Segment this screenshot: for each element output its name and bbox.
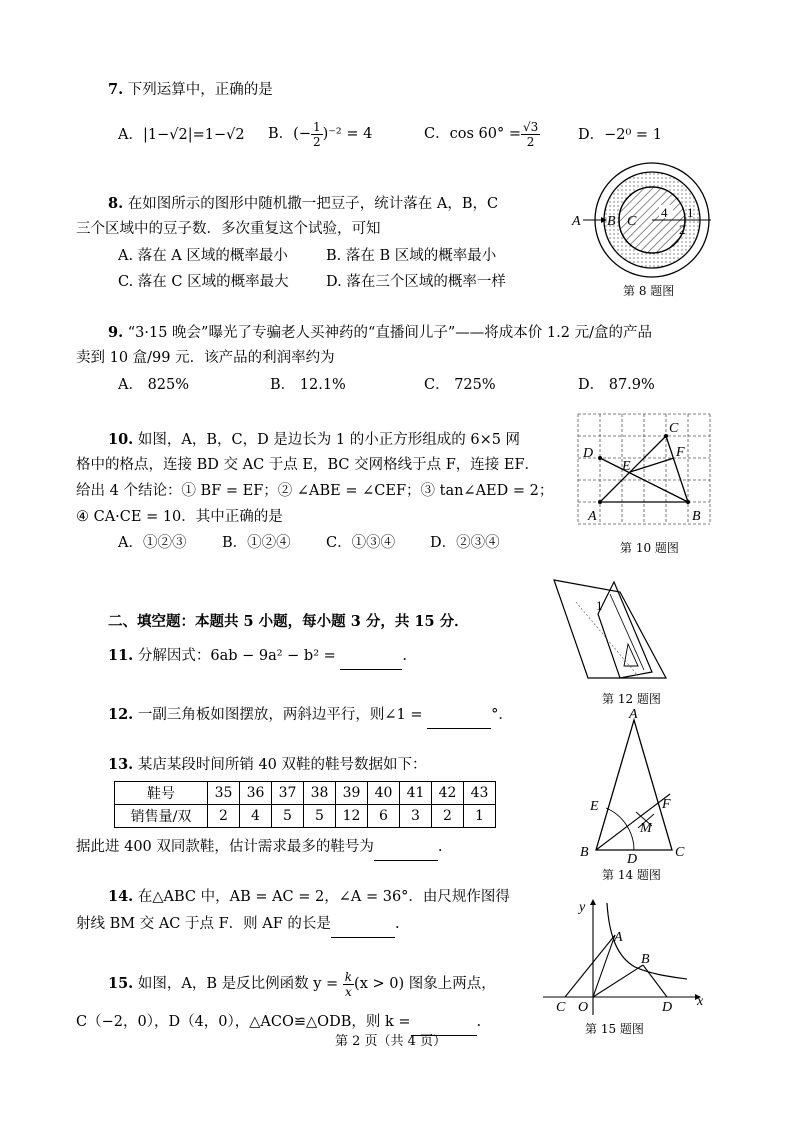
q13-header-size: 鞋号 [115, 782, 208, 805]
q7-stem-text: 下列运算中，正确的是 [127, 82, 273, 98]
q10-option-d: D．②③④ [430, 535, 500, 551]
q8-label-c: C [627, 214, 637, 229]
q8-option-a: A. 落在 A 区域的概率最小 [118, 248, 288, 264]
q7-b-post: )⁻² = 4 [322, 126, 373, 142]
q8-stem-line1 [108, 191, 498, 217]
q10-label-e: E [622, 459, 631, 474]
q14-arc [606, 808, 634, 850]
q10-option-c: C．①③④ [326, 535, 396, 551]
table-row [115, 805, 496, 828]
q10-grid [578, 414, 710, 524]
q7-a-text: |1−√2|=1−√2 [142, 127, 245, 143]
q11-answer-blank[interactable] [340, 644, 402, 670]
q15-line2-text: C（−2，0），D（4，0），△ACO≌△ODB，则 k = [76, 1014, 411, 1030]
q12-answer-blank[interactable] [427, 703, 491, 729]
table-cell: 2 [208, 805, 240, 828]
q15-figure [535, 895, 715, 1020]
q7-number: 7. [108, 81, 124, 98]
q11-number: 11. [108, 647, 134, 664]
q15-y-arrow-icon [590, 899, 596, 905]
q13-stem-text: 某店某段时间所销 40 双鞋的鞋号数据如下： [137, 757, 427, 773]
q8-option-b: B. 落在 B 区域的概率最小 [326, 248, 497, 264]
q8-line1-text: 在如图所示的图形中随机撒一把豆子，统计落在 A，B，C [127, 196, 499, 212]
q7-c-label: C． [424, 126, 450, 142]
q7-c-num: √3 [522, 119, 539, 134]
table-cell: 4 [240, 805, 272, 828]
q8-option-d: D. 落在三个区域的概率一样 [326, 274, 506, 290]
q7-option-c [424, 116, 540, 152]
table-cell: 3 [400, 805, 432, 828]
q12-figure-caption: 第 12 题图 [602, 692, 661, 706]
q10-stem-line4: ④ CA·CE = 10．其中正确的是 [76, 509, 283, 525]
q15-line1-pre: 如图，A，B 是反比例函数 y = [137, 976, 339, 992]
q7-option-b [268, 116, 372, 152]
q14-end: . [394, 916, 400, 932]
table-cell: 41 [400, 782, 432, 805]
q7-option-a [118, 124, 245, 146]
q14-label-a: A [629, 707, 638, 722]
q13-number: 13. [108, 756, 134, 773]
table-cell: 5 [272, 805, 304, 828]
q8-label-4: 4 [661, 205, 668, 220]
q15-frac-num: k [344, 969, 353, 984]
table-cell: 43 [464, 782, 496, 805]
q8-label-2: 2 [679, 222, 686, 237]
q15-label-y: y [579, 900, 586, 915]
q10-label-b: B [692, 509, 701, 524]
q15-number: 15. [108, 975, 134, 992]
q8-label-a: A [572, 214, 581, 229]
table-cell: 40 [368, 782, 400, 805]
q11-end: . [402, 648, 407, 664]
q9-stem-line1 [108, 320, 652, 346]
q9-option-c: C． 725% [424, 377, 496, 393]
q10-label-c: C [669, 421, 679, 436]
q7-d-text: −2⁰ = 1 [604, 127, 662, 143]
q8-figure [565, 165, 725, 285]
q15-stem-line1 [108, 966, 496, 1002]
q15-label-c: C [556, 1000, 566, 1015]
q15-figure-caption: 第 15 题图 [585, 1022, 644, 1036]
q12-set-square-inner [598, 582, 652, 678]
q7-stem [108, 77, 273, 103]
q14-line1-text: 在△ABC 中，AB = AC = 2，∠A = 36°．由尺规作图得 [137, 889, 510, 905]
q15-end: . [476, 1014, 482, 1030]
q9-option-d: D． 87.9% [578, 377, 655, 393]
table-cell: 39 [336, 782, 368, 805]
table-cell: 2 [432, 805, 464, 828]
q10-number: 10. [108, 431, 134, 448]
q10-option-a: A．①②③ [118, 535, 187, 551]
table-cell: 5 [304, 805, 336, 828]
q13-after-text: 据此进 400 双同款鞋，估计需求最多的鞋号为 [76, 839, 374, 855]
q10-label-f: F [676, 445, 685, 460]
q10-figure [570, 408, 730, 533]
q7-option-d [578, 124, 662, 146]
q10-line1-text: 如图，A，B，C，D 是边长为 1 的小正方形组成的 6×5 网 [137, 432, 521, 448]
q12-number: 12. [108, 706, 134, 723]
q15-label-a: A [614, 930, 623, 945]
q15-frac-den: x [345, 984, 352, 999]
q7-b-den: 2 [312, 134, 321, 149]
q14-triangle-abc [596, 720, 672, 850]
table-cell: 36 [240, 782, 272, 805]
q14-figure-caption: 第 14 题图 [602, 868, 661, 882]
q10-option-b: B．①②④ [222, 535, 291, 551]
q14-label-d: D [627, 852, 638, 867]
q15-fraction [343, 970, 354, 999]
q13-end: . [437, 839, 443, 855]
q14-label-b: B [580, 845, 589, 860]
q7-c-pre: cos 60° = [449, 126, 521, 142]
q11-text: 分解因式：6ab − 9a² − b² = [137, 648, 336, 664]
q14-label-f: F [662, 797, 671, 812]
table-row [115, 782, 496, 805]
table-cell: 42 [432, 782, 464, 805]
q7-a-label: A． [118, 127, 143, 143]
q9-option-a: A． 825% [118, 377, 190, 393]
q13-header-count: 销售量/双 [115, 805, 208, 828]
q10-stem-line2: 格中的格点，连接 BD 交 AC 于点 E，BC 交网格线于点 F，连接 EF． [76, 457, 540, 473]
table-cell: 1 [464, 805, 496, 828]
q7-b-label: B． [268, 126, 294, 142]
q12-stem [108, 702, 513, 729]
q10-stem-line3: 给出 4 个结论：① BF = EF；② ∠ABE = ∠CEF；③ tan∠AED = 2； [76, 483, 554, 499]
q7-c-fraction [521, 120, 540, 149]
q14-figure [572, 708, 702, 868]
table-cell: 37 [272, 782, 304, 805]
q7-b-num: 1 [312, 119, 321, 134]
q15-label-b: B [641, 952, 650, 967]
q13-answer-blank[interactable] [374, 835, 438, 861]
q14-label-c: C [675, 845, 685, 860]
q13-table [114, 781, 496, 828]
q8-number: 8. [108, 195, 124, 212]
table-cell: 38 [304, 782, 336, 805]
page-footer: 第 2 页（共 4 页） [335, 1034, 447, 1049]
q8-label-b: B [607, 214, 616, 229]
q10-label-a: A [588, 509, 597, 524]
q14-label-m: M [640, 821, 652, 836]
q8-option-c: C. 落在 C 区域的概率最大 [118, 274, 289, 290]
q13-after [76, 835, 443, 861]
q14-label-e: E [590, 799, 599, 814]
q8-label-1: 1 [687, 205, 694, 220]
q9-option-b: B． 12.1% [270, 377, 346, 393]
q9-line1-text: “3·15 晚会”曝光了专骗老人买神药的“直播间儿子”——将成本价 1.2 元/盒的产品 [127, 325, 652, 341]
q10-figure-caption: 第 10 题图 [620, 541, 679, 555]
q12-angle-label: 1 [596, 598, 603, 613]
q9-stem-line2: 卖到 10 盒/99 元．该产品的利润率约为 [76, 350, 335, 366]
q11-stem [108, 643, 407, 670]
q10-segment-ac [600, 436, 666, 502]
q8-figure-caption: 第 8 题图 [623, 284, 675, 298]
table-cell: 6 [368, 805, 400, 828]
q10-label-d: D [583, 446, 594, 461]
q12-figure [548, 574, 678, 686]
q7-c-den: 2 [526, 134, 535, 149]
q15-label-o: O [578, 1000, 589, 1015]
q14-stem-line1 [108, 884, 510, 910]
q15-label-x: x [697, 994, 704, 1009]
section2-heading: 二、填空题：本题共 5 小题，每小题 3 分，共 15 分． [108, 613, 469, 630]
table-cell: 35 [208, 782, 240, 805]
table-cell: 12 [336, 805, 368, 828]
q12-end: °． [491, 707, 513, 723]
q15-line1-post: (x > 0) 图象上两点， [354, 976, 496, 992]
q14-stem-line2 [76, 912, 400, 938]
q13-stem [108, 752, 427, 778]
q8-stem-line2: 三个区域中的豆子数．多次重复这个试验，可知 [76, 221, 381, 237]
q9-number: 9. [108, 324, 124, 341]
q14-number: 14. [108, 888, 134, 905]
q15-label-d: D [662, 1000, 673, 1015]
q7-b-pre: (− [293, 126, 311, 142]
q10-stem-line1 [108, 427, 520, 453]
q12-inner-triangle-hole [624, 644, 638, 666]
q14-line2-text: 射线 BM 交 AC 于点 F．则 AF 的长是 [76, 916, 331, 932]
q7-b-fraction [311, 120, 323, 149]
q12-text: 一副三角板如图摆放，两斜边平行，则∠1 = [137, 707, 423, 723]
q7-d-label: D． [578, 127, 605, 143]
q14-answer-blank[interactable] [331, 912, 395, 938]
